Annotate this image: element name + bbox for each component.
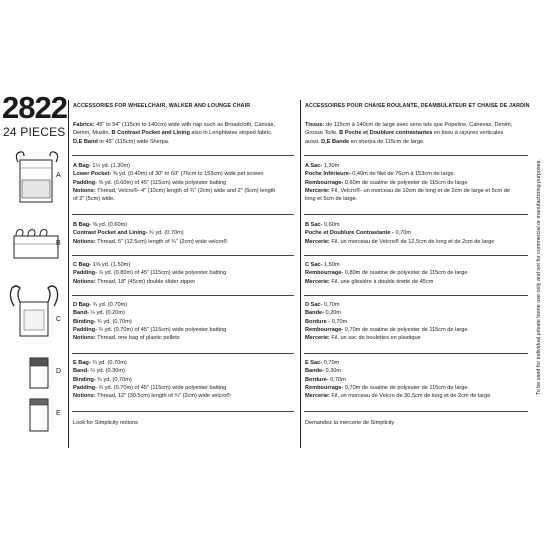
bag-c-illustration bbox=[6, 282, 62, 340]
text-line: Rembourrage- 0,60m de ouatine de polyester de 115cm de large bbox=[305, 179, 468, 186]
text-line: E Sac- 0,70m bbox=[305, 360, 340, 366]
text-line: Band- ¼ yd. (0.20m) bbox=[73, 310, 125, 317]
text-line: Bordure- 0,70m bbox=[305, 376, 346, 383]
separator-en bbox=[72, 214, 294, 215]
text-line: D Bag- ¾ yd. (0.70m) bbox=[73, 302, 128, 308]
notions-footer-fr: Demandez la mercerie de Simplicity bbox=[305, 420, 395, 426]
text-line: Binding- ¾ yd. (0.70m) bbox=[73, 376, 132, 383]
section-c-en bbox=[73, 261, 226, 286]
text-line: Notions: Thread, 12" (30.5cm) length of ¾" (2cm) wide velcro® bbox=[73, 393, 231, 400]
text-line: Grosse Toile. B Poche et Doublure contrastantes en tissu à rayures verticales bbox=[305, 130, 504, 137]
bag-a-illustration bbox=[12, 150, 62, 210]
text-line: A Bag- 1½ yd. (1.30m) bbox=[73, 163, 131, 169]
section-d-fr bbox=[305, 301, 468, 342]
separator-en bbox=[72, 411, 294, 412]
text-line: Mercerie: Fil, un morceau de Velcro de 30,5cm de long et de 2cm de large bbox=[305, 393, 491, 400]
text-line: Rembourrage- 0,80m de ouatine de polyester de 115cm de large bbox=[305, 270, 468, 277]
section-a-en bbox=[73, 162, 275, 203]
text-line: Bordure - 0,70m bbox=[305, 318, 348, 325]
usage-notice: To be used for individual private home use only and not for commercial or manufacturing purposes. bbox=[536, 159, 542, 395]
bag-d-illustration bbox=[28, 356, 50, 390]
text-line: E Bag- ¾ yd. (0.70m) bbox=[73, 360, 127, 366]
text-line: Poche et Doublure Contrastante - 0,70m bbox=[305, 230, 411, 237]
fabrics-fr bbox=[305, 121, 512, 146]
pattern-number: 2822 bbox=[2, 90, 67, 125]
separator-fr bbox=[304, 255, 528, 256]
section-e-en bbox=[73, 359, 231, 400]
view-label-d: D bbox=[56, 368, 62, 375]
notions-footer-en: Look for Simplicity notions bbox=[73, 420, 138, 426]
text-line: Notions: Thread, 18" (45cm) double slider zipper bbox=[73, 278, 196, 285]
text-line: aussi. D,E Bande en sherpa de 115cm de large. bbox=[305, 138, 425, 145]
text-line: Notions: Thread, Velcro®- 4" (10cm) length of ¾" (2cm) wide and 2" (5cm) length bbox=[73, 187, 276, 194]
text-line: of 2" (5cm) wide. bbox=[73, 196, 115, 203]
view-label-a: A bbox=[56, 172, 61, 179]
text-line: Band- ¼ yd. (0.30m) bbox=[73, 368, 125, 375]
text-line: Rembourrage- 0,70m de ouatine de polyester de 115cm de large bbox=[305, 384, 468, 391]
text-line: D,E Band in 45" (115cm) wide Sherpa. bbox=[73, 138, 170, 145]
section-c-fr bbox=[305, 261, 468, 286]
section-a-fr bbox=[305, 162, 510, 203]
view-label-e: E bbox=[56, 410, 61, 417]
separator-fr bbox=[304, 214, 528, 215]
view-label-b: B bbox=[56, 240, 61, 247]
text-line: Padding- ¾ yd. (0.70m) of 45" (115cm) wide polyester batting bbox=[73, 326, 227, 333]
text-line: B Sac- 0,60m bbox=[305, 222, 340, 228]
text-line: Poche Inférieure- 0,40m de filet de 76cm à 153cm de large. bbox=[305, 171, 456, 178]
text-line: A Sac- 1,30m bbox=[305, 163, 340, 169]
section-e-fr bbox=[305, 359, 490, 400]
text-line: Mercerie: Fil, un morceau de Velcro® de 12,5cm de long et de 2cm de large bbox=[305, 238, 495, 245]
section-d-en bbox=[73, 301, 226, 342]
text-line: Padding- ¾ yd. (0.70m) of 45" (115cm) wide polyester batting bbox=[73, 384, 227, 391]
section-b-fr bbox=[305, 221, 494, 246]
text-line: B Bag- ⅝ yd. (0.60m) bbox=[73, 222, 128, 228]
pattern-pieces: 24 PIECES bbox=[3, 125, 66, 139]
separator-en bbox=[72, 255, 294, 256]
separator-en bbox=[72, 353, 294, 354]
text-line: C Bag- 1⅝ yd. (1.50m) bbox=[73, 262, 131, 268]
section-b-en bbox=[73, 221, 227, 246]
text-line: Bande- 0,30m bbox=[305, 368, 342, 375]
heading-en: ACCESSORIES FOR WHEELCHAIR, WALKER AND LOUNGE CHAIR bbox=[73, 103, 251, 109]
heading-fr: ACCESSOIRES POUR CHAISE ROULANTE, DEAMBULATEUR ET CHAISE DE JARDIN bbox=[305, 103, 530, 109]
separator-en bbox=[72, 155, 294, 156]
separator-fr bbox=[304, 155, 528, 156]
text-line: Binding- ¾ yd. (0.70m) bbox=[73, 318, 132, 325]
text-line: C Sac- 1,50m bbox=[305, 262, 340, 268]
text-line: Padding- ⅝ yd. (0.60m) of 45" (115cm) wide polyester batting bbox=[73, 179, 227, 186]
text-line: Fabrics: 45" to 54" (115cm to 140cm) wide with nap such as Broadcloth, Canvas, bbox=[73, 122, 275, 128]
text-line: Notions: Thread, 5" (12.5cm) length of ¾" (2cm) wide velcro® bbox=[73, 238, 228, 245]
bag-b-illustration bbox=[10, 226, 62, 262]
text-line: D Sac- 0,70m bbox=[305, 302, 340, 308]
text-line: Mercerie: Fil, un sac de boulettes en plastique bbox=[305, 335, 421, 342]
view-label-c: C bbox=[56, 316, 62, 323]
separator-en bbox=[72, 295, 294, 296]
text-line: Notions: Thread, one bag of plastic pellets bbox=[73, 335, 180, 342]
text-line: Mercerie: Fil, une glissière à double tirette de 45cm bbox=[305, 278, 434, 285]
text-line: long et 5cm de large. bbox=[305, 196, 358, 203]
text-line: Rembourrage- 0,70m de ouatine de polyester de 115cm de large bbox=[305, 326, 468, 333]
text-line: Mercerie: Fil, Velcro®- un morceau de 10cm de long et de 2cm de large et 5cm de bbox=[305, 187, 510, 194]
fabrics-en bbox=[73, 121, 275, 146]
separator-fr bbox=[304, 353, 528, 354]
left-column-rule bbox=[68, 100, 69, 448]
bag-e-illustration bbox=[28, 397, 50, 433]
text-line: Contrast Pocket and Lining- ¾ yd. (0.70m) bbox=[73, 230, 184, 237]
text-line: Bande- 0,20m bbox=[305, 310, 342, 317]
middle-column-rule bbox=[300, 100, 301, 448]
text-line: Lower Pocket- ⅜ yd. (0.40m) of 30" to 60" (76cm to 153cm) wide pet screen bbox=[73, 171, 264, 178]
separator-fr bbox=[304, 295, 528, 296]
text-line: Padding- ⅞ yd. (0.80m) of 45" (115cm) wide polyester batting bbox=[73, 270, 227, 277]
separator-fr bbox=[304, 411, 528, 412]
text-line: Tissus: de 115cm à 140cm de large avec sens tels que Popeline, Canevas, Denim, bbox=[305, 122, 513, 128]
text-line: Denim, Muslin. B Contrast Pocket and Lining also in Lenghtwise striped fabric. bbox=[73, 130, 273, 137]
